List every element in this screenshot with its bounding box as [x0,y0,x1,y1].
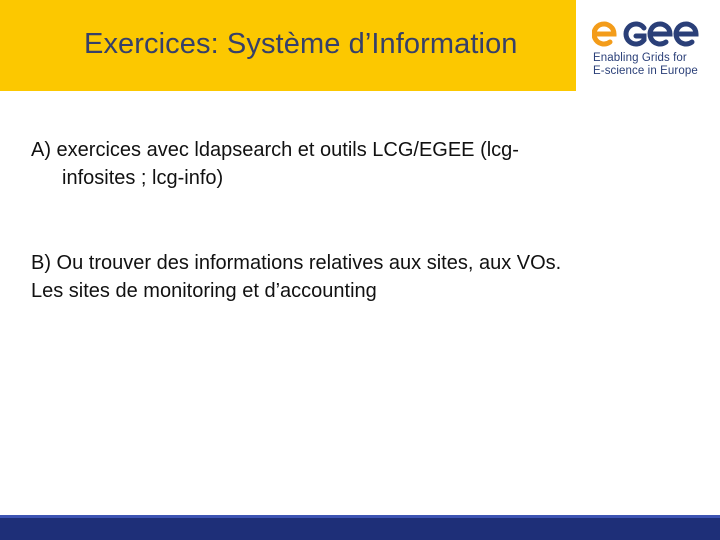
logo-tagline [593,52,698,78]
logo-tagline-line1: Enabling Grids for [593,52,687,64]
footer-bar [0,515,720,540]
slide-body [31,136,671,305]
item-b-line2: Les sites de monitoring et d’accounting [31,280,377,302]
slide-title: Exercices: Système d’Information [84,28,518,60]
footer-accent-line [0,515,720,518]
logo-letter-g [626,24,644,44]
egee-logo-mark [592,16,704,52]
egee-logo [576,0,720,91]
logo-letter-e1 [594,24,614,44]
item-a-line1: A) exercices avec ldapsearch et outils LCG/EGEE (lcg- [31,139,519,161]
item-a-line2: infosites ; lcg-info) [62,167,224,189]
item-b [31,249,671,305]
item-a [31,136,671,192]
logo-letter-e2 [650,24,670,44]
logo-tagline-line2: E-science in Europe [593,65,698,77]
item-b-line1: B) Ou trouver des informations relatives aux sites, aux VOs. [31,252,562,274]
header-band [0,0,576,91]
logo-letter-e3 [676,24,696,44]
